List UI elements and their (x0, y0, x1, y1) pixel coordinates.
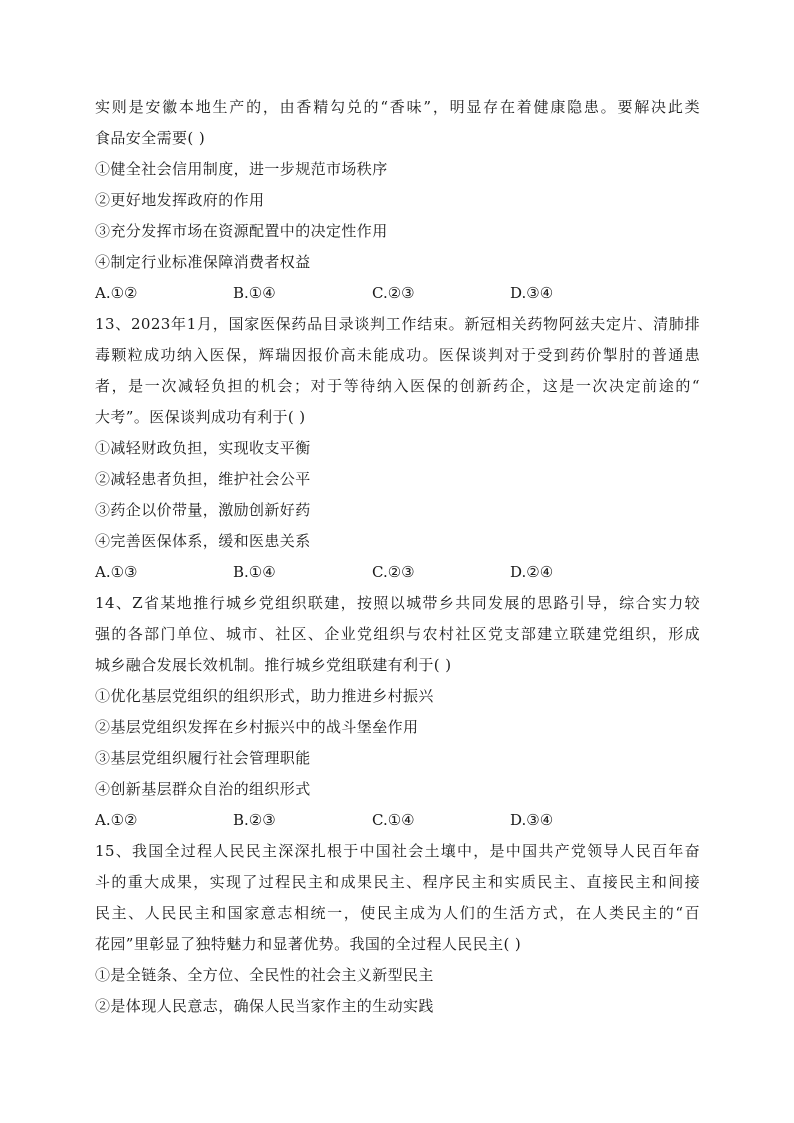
q13-option-a: A.①③ (95, 563, 138, 581)
q13-option-d: D.②④ (510, 563, 554, 581)
q13-statement-4: ④完善医保体系，缓和医患关系 (95, 532, 311, 550)
q14-option-c: C.①④ (372, 811, 415, 829)
q13-statement-1: ①减轻财政负担，实现收支平衡 (95, 439, 311, 457)
q15-stem-line-2: 斗的重大成果，实现了过程民主和成果民主、程序民主和实质民主、直接民主和间接 (95, 873, 700, 891)
q15-statement-1: ①是全链条、全方位、全民性的社会主义新型民主 (95, 966, 434, 984)
q12-statement-3: ③充分发挥市场在资源配置中的决定性作用 (95, 222, 388, 240)
q15-stem-line-3: 民主、人民民主和国家意志相统一，使民主成为人们的生活方式，在人类民主的“百 (95, 904, 700, 922)
q14-option-a: A.①② (95, 811, 138, 829)
q14-stem-line-1: 14、Z省某地推行城乡党组织联建，按照以城带乡共同发展的思路引导，综合实力较 (95, 594, 700, 612)
q14-statement-1: ①优化基层党组织的组织形式，助力推进乡村振兴 (95, 687, 434, 705)
q14-option-b: B.②③ (233, 811, 276, 829)
q13-stem-line-1: 13、2023年1月，国家医保药品目录谈判工作结束。新冠相关药物阿兹夫定片、清肺排 (95, 315, 700, 333)
q15-stem-line-4: 花园”里彰显了独特魅力和显著优势。我国的全过程人民民主( ) (95, 935, 522, 953)
q13-statement-2: ②减轻患者负担，维护社会公平 (95, 470, 311, 488)
q13-option-c: C.②③ (372, 563, 415, 581)
q14-statement-2: ②基层党组织发挥在乡村振兴中的战斗堡垒作用 (95, 718, 419, 736)
q14-option-d: D.③④ (510, 811, 554, 829)
q15-stem-line-1: 15、我国全过程人民民主深深扎根于中国社会土壤中，是中国共产党领导人民百年奋 (95, 842, 700, 860)
q14-stem-line-3: 城乡融合发展长效机制。推行城乡党组联建有利于( ) (95, 656, 452, 674)
q12-option-b: B.①④ (233, 284, 276, 302)
q12-option-c: C.②③ (372, 284, 415, 302)
q13-stem-line-2: 毒颗粒成功纳入医保，辉瑞因报价高未能成功。医保谈判对于受到药价掣肘的普通患 (95, 346, 700, 364)
q12-statement-1: ①健全社会信用制度，进一步规范市场秩序 (95, 160, 388, 178)
q12-option-a: A.①② (95, 284, 138, 302)
q14-statement-3: ③基层党组织履行社会管理职能 (95, 749, 311, 767)
q13-option-b: B.①④ (233, 563, 276, 581)
q14-stem-line-2: 强的各部门单位、城市、社区、企业党组织与农村社区党支部建立联建党组织，形成 (95, 625, 700, 643)
q14-statement-4: ④创新基层群众自治的组织形式 (95, 780, 311, 798)
q15-statement-2: ②是体现人民意志，确保人民当家作主的生动实践 (95, 997, 434, 1015)
q12-stem-line-2: 食品安全需要( ) (95, 129, 206, 147)
q13-statement-3: ③药企以价带量，激励创新好药 (95, 501, 311, 519)
q12-option-d: D.③④ (510, 284, 554, 302)
q12-statement-2: ②更好地发挥政府的作用 (95, 191, 265, 209)
q13-stem-line-3: 者，是一次减轻负担的机会；对于等待纳入医保的创新药企，这是一次决定前途的“ (95, 377, 700, 395)
q12-stem-line-1: 实则是安徽本地生产的，由香精勾兑的“香味”，明显存在着健康隐患。要解决此类 (95, 98, 700, 116)
q12-statement-4: ④制定行业标准保障消费者权益 (95, 253, 311, 271)
q13-stem-line-4: 大考”。医保谈判成功有利于( ) (95, 408, 306, 426)
